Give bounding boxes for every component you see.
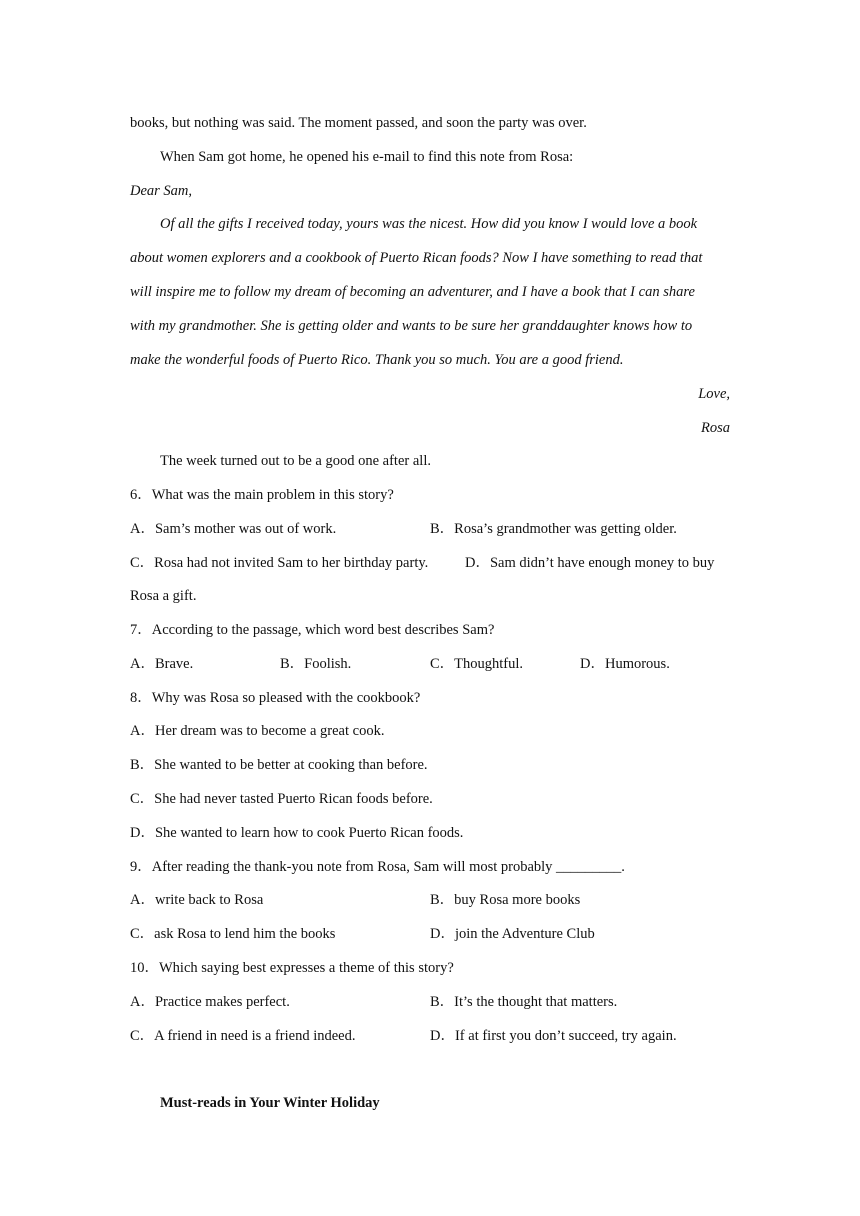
option-c: C．She had never tasted Puerto Rican foods before. — [130, 791, 433, 807]
option-a: A．Sam’s mother was out of work. — [130, 521, 337, 537]
option-b: B．Foolish. — [280, 656, 352, 672]
option-c: C．ask Rosa to lend him the books — [130, 926, 336, 942]
option-d: D．join the Adventure Club — [430, 926, 595, 942]
question-stem: 6．What was the main problem in this story? — [130, 487, 394, 503]
option-a: A．Practice makes perfect. — [130, 994, 290, 1010]
letter-closing: Love, — [698, 386, 730, 402]
letter-salutation: Dear Sam, — [130, 183, 193, 199]
letter-signature: Rosa — [701, 420, 730, 436]
option-a: A．write back to Rosa — [130, 892, 264, 908]
option-c: C．Rosa had not invited Sam to her birthday party. — [130, 555, 429, 571]
option-a: A．Brave. — [130, 656, 194, 672]
option-c: C．A friend in need is a friend indeed. — [130, 1028, 356, 1044]
letter-text: about women explorers and a cookbook of Puerto Rican foods? Now I have something to read that — [130, 250, 703, 266]
letter-text: will inspire me to follow my dream of becoming an adventurer, and I have a book that I can share — [130, 284, 695, 300]
option-d: D．If at first you don’t succeed, try again. — [430, 1028, 677, 1044]
passage-text: When Sam got home, he opened his e-mail to find this note from Rosa: — [160, 149, 574, 165]
passage-text: The week turned out to be a good one after all. — [160, 453, 431, 469]
letter-text: Of all the gifts I received today, yours was the nicest. How did you know I would love a book — [160, 216, 698, 232]
letter-text: with my grandmother. She is getting older and wants to be sure her granddaughter knows how to — [130, 318, 693, 334]
question-stem: 8．Why was Rosa so pleased with the cookbook? — [130, 690, 421, 706]
option-c: C．Thoughtful. — [430, 656, 524, 672]
option-b: B．buy Rosa more books — [430, 892, 581, 908]
option-a: A．Her dream was to become a great cook. — [130, 723, 385, 739]
passage-text: books, but nothing was said. The moment passed, and soon the party was over. — [130, 115, 587, 131]
question-stem: 10．Which saying best expresses a theme of this story? — [130, 960, 454, 976]
letter-text: make the wonderful foods of Puerto Rico. Thank you so much. You are a good friend. — [130, 352, 624, 368]
option-b: B．She wanted to be better at cooking than before. — [130, 757, 428, 773]
question-stem: 9．After reading the thank-you note from Rosa, Sam will most probably _________. — [130, 859, 625, 875]
section-title: Must-reads in Your Winter Holiday — [160, 1095, 380, 1111]
question-stem: 7．According to the passage, which word best describes Sam? — [130, 622, 495, 638]
option-d: D．Sam didn’t have enough money to buy — [465, 555, 715, 571]
option-d-continued: Rosa a gift. — [130, 588, 197, 604]
option-b: B．It’s the thought that matters. — [430, 994, 618, 1010]
option-d: D．She wanted to learn how to cook Puerto Rican foods. — [130, 825, 464, 841]
option-b: B．Rosa’s grandmother was getting older. — [430, 521, 677, 537]
option-d: D．Humorous. — [580, 656, 670, 672]
